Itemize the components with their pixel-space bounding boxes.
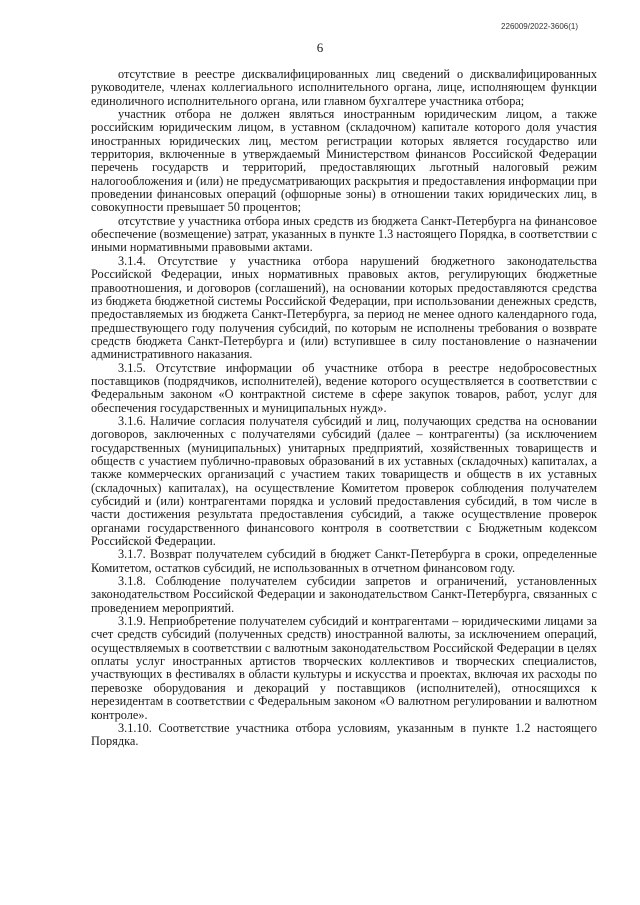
paragraph-disqualified-persons: отсутствие в реестре дисквалифицированных лиц сведений о дисквалифицированных руководителе, членах коллегиального исполнительного органа, лице, исполняющем функции единоличного исполнительного органа, или главном бухгалтере участника отбора; [91, 67, 597, 108]
paragraph-3-1-7: 3.1.7. Возврат получателем субсидий в бюджет Санкт-Петербурга в сроки, определенные Комитетом, остатков субсидий, не использованных в отчетном финансовом году. [91, 547, 597, 575]
page-number: 6 [316, 40, 324, 55]
paragraph-3-1-6: 3.1.6. Наличие согласия получателя субсидий и лиц, получающих средства на основании договоров, заключенных с получателями субсидий (далее – контрагенты) (за исключением государственных (муниципальных) унитарных предприятий, хозяйственных товариществ и обществ с участием публично-правовых образований в их уставных (складочных) капиталах, а также коммерческих организаций с участием таких товариществ и обществ в их уставных (складочных) капиталах), на осуществление Комитетом проверок соблюдения получателем субсидий и (или) контрагентами порядка и условий предоставления субсидий, в том числе в части достижения результата предоставления субсидий, а также осуществление проверок органами государственного финансового контроля в соответствии с Бюджетным кодексом Российской Федерации. [91, 413, 597, 549]
paragraph-3-1-9: 3.1.9. Неприобретение получателем субсидий и контрагентами – юридическими лицами за счет средств субсидий (полученных средств) иностранной валюты, за исключением операций, осуществляемых в соответствии с валютным законодательством Российской Федерации в целях оплаты услуг иностранных артистов творческих коллективов и творческих специалистов, участвующих в фестивалях в области культуры и искусства и проектах, включая их расходы по перевозке оборудования и декораций у поставщиков (исполнителей), относящихся к нерезидентам в соответствии с Федеральным законом «О валютном регулировании и валютном контроле». [91, 614, 597, 722]
paragraph-3-1-5: 3.1.5. Отсутствие информации об участнике отбора в реестре недобросовестных поставщиков (подрядчиков, исполнителей), ведение которого осуществляется в соответствии с Федеральным законом «О контрактной системе в сфере закупок товаров, работ, услуг для обеспечения государственных и муниципальных нужд». [91, 360, 597, 415]
paragraph-foreign-entity: участник отбора не должен являться иностранным юридическим лицом, а также российским юридическим лицом, в уставном (складочном) капитале которого доля участия иностранных юридических лиц, местом регистрации которых является государство или территория, включенные в утверждаемый Министерством финансов Российской Федерации перечень государств и территорий, предоставляющих льготный налоговый режим налогообложения и (или) не предусматривающих раскрытия и предоставления информации при проведении финансовых операций (офшорные зоны) в отношении таких юридических лиц, в совокупности превышает 50 процентов; [91, 107, 597, 215]
paragraph-3-1-8: 3.1.8. Соблюдение получателем субсидии запретов и ограничений, установленных законодательством Российской Федерации и законодательством Санкт-Петербурга, связанных с проведением мероприятий. [91, 574, 597, 615]
document-body [91, 68, 597, 749]
paragraph-3-1-10: 3.1.10. Соответствие участника отбора условиям, указанным в пункте 1.2 настоящего Порядка. [91, 720, 597, 749]
paragraph-3-1-4: 3.1.4. Отсутствие у участника отбора нарушений бюджетного законодательства Российской Федерации, иных нормативных правовых актов, регулирующих бюджетные правоотношения, и договоров (соглашений), на основании которых предоставляются средства из бюджета бюджетной системы Российской Федерации, при использовании денежных средств, предоставляемых из бюджета Санкт-Петербурга, за период не менее одного календарного года, предшествующего году получения субсидий, по которым не исполнены требования о возврате средств бюджета Санкт-Петербурга и (или) вступившее в силу постановление о назначении административного наказания. [91, 253, 597, 362]
document-registration-number: 226009/2022-3606(1) [501, 22, 578, 31]
paragraph-no-other-funds: отсутствие у участника отбора иных средств из бюджета Санкт-Петербурга на финансовое обеспечение (возмещение) затрат, указанных в пункте 1.3 настоящего Порядка, в соответствии с иными нормативными правовыми актами. [91, 213, 597, 255]
